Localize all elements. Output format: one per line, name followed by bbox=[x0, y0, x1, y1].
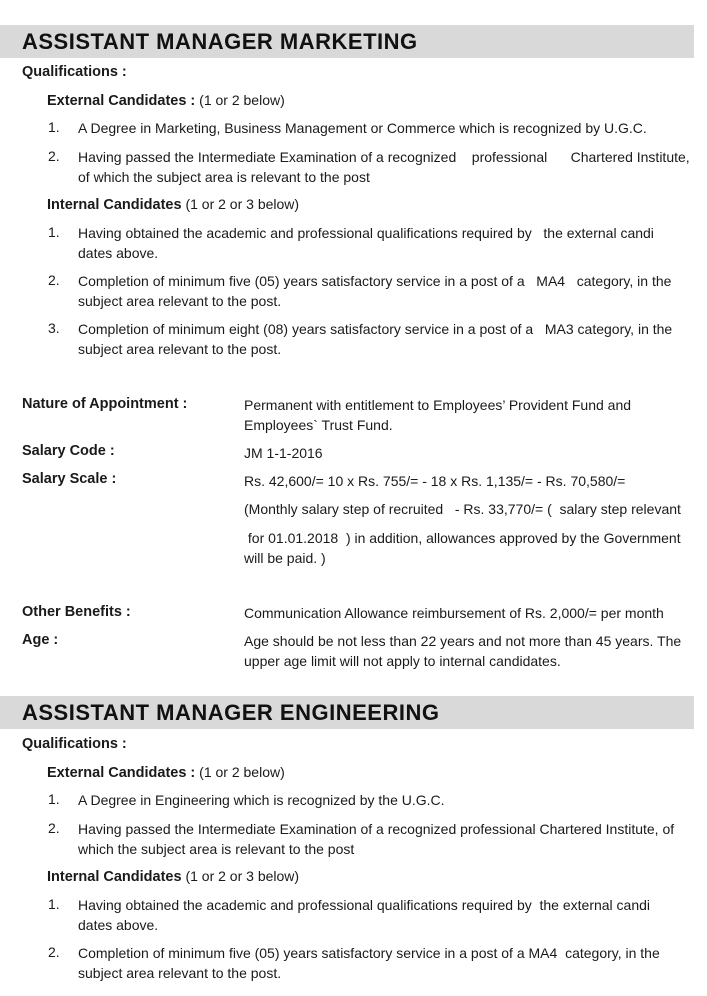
salary-note: will be paid. ) bbox=[244, 550, 326, 566]
list-item-text: Having passed the Intermediate Examination of a recognized professional Chartered Institute, of bbox=[78, 821, 675, 837]
list-item-number: 1. bbox=[48, 896, 60, 912]
list-item-text: Completion of minimum five (05) years satisfactory service in a post of a MA4 category, in the bbox=[78, 945, 660, 961]
qualifications-heading: Qualifications : bbox=[22, 736, 127, 752]
external-candidates-note: (1 or 2 below) bbox=[199, 764, 285, 780]
nature-of-appointment-value: Employees` Trust Fund. bbox=[244, 417, 393, 433]
list-item-text: Having obtained the academic and professional qualifications required by the external candi bbox=[78, 897, 651, 913]
list-item-number: 2. bbox=[48, 272, 60, 288]
list-item-text: of which the subject area is relevant to the post bbox=[78, 169, 370, 185]
section-title-engineering: ASSISTANT MANAGER ENGINEERING bbox=[22, 700, 440, 725]
section-title-marketing: ASSISTANT MANAGER MARKETING bbox=[22, 29, 418, 54]
list-item-text: which the subject area is relevant to the post bbox=[78, 841, 355, 857]
list-item-text: subject area relevant to the post. bbox=[78, 341, 282, 357]
salary-scale-label: Salary Scale : bbox=[22, 471, 117, 487]
salary-note: for 01.01.2018 ) in addition, allowances approved by the Government bbox=[244, 530, 681, 546]
internal-candidates-heading bbox=[47, 866, 299, 887]
list-item-text: dates above. bbox=[78, 917, 159, 933]
external-candidates-heading bbox=[47, 762, 285, 783]
nature-of-appointment-label: Nature of Appointment : bbox=[22, 396, 188, 412]
list-item-text: A Degree in Marketing, Business Management or Commerce which is recognized by U.G.C. bbox=[78, 120, 647, 136]
list-item-text: dates above. bbox=[78, 245, 159, 261]
age-value: upper age limit will not apply to internal candidates. bbox=[244, 653, 561, 669]
list-item-text: Having passed the Intermediate Examination of a recognized professional Chartered Institute, bbox=[78, 149, 690, 165]
list-item-text: A Degree in Engineering which is recognized by the U.G.C. bbox=[78, 792, 445, 808]
external-candidates-label: External Candidates : bbox=[47, 93, 196, 109]
list-item-number: 1. bbox=[48, 119, 60, 135]
external-candidates-heading bbox=[47, 90, 285, 111]
list-item-number: 2. bbox=[48, 148, 60, 164]
qualifications-heading: Qualifications : bbox=[22, 64, 127, 80]
list-item-text: Having obtained the academic and professional qualifications required by the external candi bbox=[78, 225, 654, 241]
salary-note: (Monthly salary step of recruited - Rs. 33,770/= ( salary step relevant bbox=[244, 501, 681, 517]
salary-scale-value: Rs. 42,600/= 10 x Rs. 755/= - 18 x Rs. 1,135/= - Rs. 70,580/= bbox=[244, 473, 626, 489]
external-candidates-label: External Candidates : bbox=[47, 765, 196, 781]
list-item-number: 3. bbox=[48, 320, 60, 336]
internal-candidates-label: Internal Candidates bbox=[47, 869, 182, 885]
list-item-text: subject area relevant to the post. bbox=[78, 293, 282, 309]
list-item-number: 2. bbox=[48, 820, 60, 836]
internal-candidates-heading bbox=[47, 194, 299, 215]
internal-candidates-label: Internal Candidates bbox=[47, 197, 182, 213]
internal-candidates-note: (1 or 2 or 3 below) bbox=[185, 868, 300, 884]
list-item-number: 1. bbox=[48, 224, 60, 240]
age-label: Age : bbox=[22, 632, 59, 648]
list-item-number: 1. bbox=[48, 791, 60, 807]
list-item-text: Completion of minimum eight (08) years satisfactory service in a post of a MA3 category, in the bbox=[78, 321, 673, 337]
list-item-text: Completion of minimum five (05) years satisfactory service in a post of a MA4 category, in the bbox=[78, 273, 672, 289]
salary-code-label: Salary Code : bbox=[22, 443, 115, 459]
internal-candidates-note: (1 or 2 or 3 below) bbox=[185, 196, 300, 212]
list-item-number: 2. bbox=[48, 944, 60, 960]
other-benefits-label: Other Benefits : bbox=[22, 604, 131, 620]
external-candidates-note: (1 or 2 below) bbox=[199, 92, 285, 108]
nature-of-appointment-value: Permanent with entitlement to Employees’ Provident Fund and bbox=[244, 397, 632, 413]
salary-code-value: JM 1-1-2016 bbox=[244, 445, 323, 461]
other-benefits-value: Communication Allowance reimbursement of Rs. 2,000/= per month bbox=[244, 605, 664, 621]
list-item-text: subject area relevant to the post. bbox=[78, 965, 282, 981]
age-value: Age should be not less than 22 years and not more than 45 years. The bbox=[244, 633, 682, 649]
